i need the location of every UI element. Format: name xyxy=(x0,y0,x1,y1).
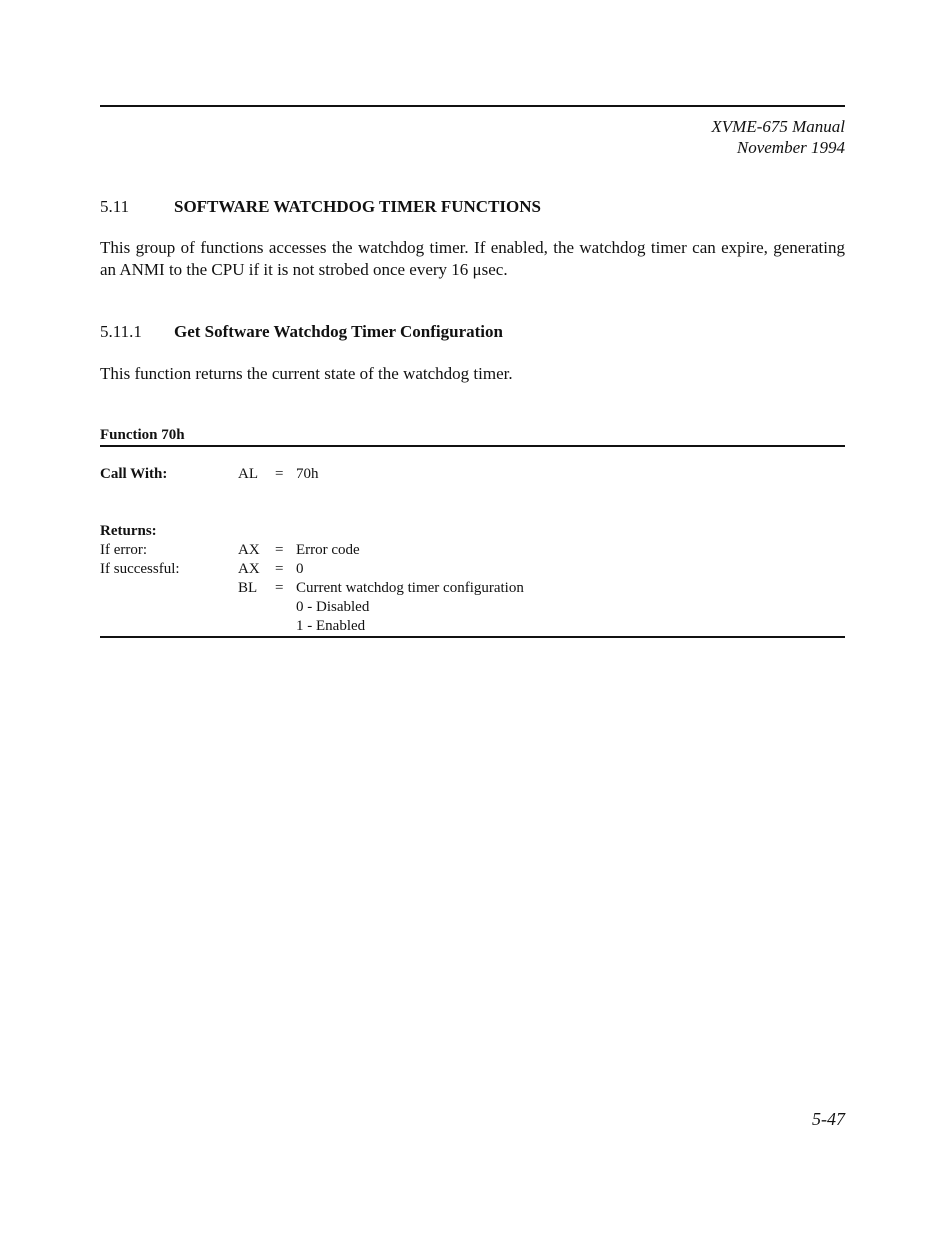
page-number: 5-47 xyxy=(812,1109,845,1129)
function-top-rule xyxy=(100,445,845,447)
function-bottom-rule xyxy=(100,636,845,638)
call-with-label: Call With: xyxy=(100,466,168,482)
returns-row xyxy=(100,541,845,560)
option-disabled: 0 - Disabled xyxy=(296,599,370,615)
subsection-number: 5.11.1 xyxy=(100,322,142,341)
section-title: SOFTWARE WATCHDOG TIMER FUNCTIONS xyxy=(174,197,541,216)
manual-date: November 1994 xyxy=(736,138,845,157)
function-title: Function 70h xyxy=(100,427,185,443)
register-value: Error code xyxy=(296,542,360,558)
equals-sign: = xyxy=(275,542,284,558)
register: AX xyxy=(238,542,260,558)
register-value: 0 xyxy=(296,561,304,577)
subsection-description: This function returns the current state of the watchdog timer. xyxy=(100,364,513,383)
returns-row xyxy=(100,579,845,598)
equals-sign: = xyxy=(275,580,284,596)
subsection-title: Get Software Watchdog Timer Configuration xyxy=(174,322,503,341)
running-header xyxy=(711,116,845,158)
returns-heading-row xyxy=(100,522,845,541)
section-intro: This group of functions accesses the watchdog timer. If enabled, the watchdog timer can expire, generating an ANMI to the CPU if it is not strobed once every 16 μsec. xyxy=(100,238,845,279)
option-enabled: 1 - Enabled xyxy=(296,618,366,634)
call-with-row xyxy=(100,465,845,484)
register-value: Current watchdog timer configuration xyxy=(296,580,524,596)
option-row xyxy=(100,598,845,617)
register: AL xyxy=(238,466,258,482)
register: AX xyxy=(238,561,260,577)
option-row xyxy=(100,617,845,636)
register: BL xyxy=(238,580,258,596)
return-condition: If error: xyxy=(100,542,148,558)
returns-label: Returns: xyxy=(100,523,157,539)
section-number: 5.11 xyxy=(100,197,130,216)
manual-title: XVME-675 Manual xyxy=(711,117,845,136)
returns-row xyxy=(100,560,845,579)
equals-sign: = xyxy=(275,561,284,577)
header-rule xyxy=(100,105,845,107)
equals-sign: = xyxy=(275,466,284,482)
register-value: 70h xyxy=(296,466,319,482)
return-condition: If successful: xyxy=(100,561,180,577)
